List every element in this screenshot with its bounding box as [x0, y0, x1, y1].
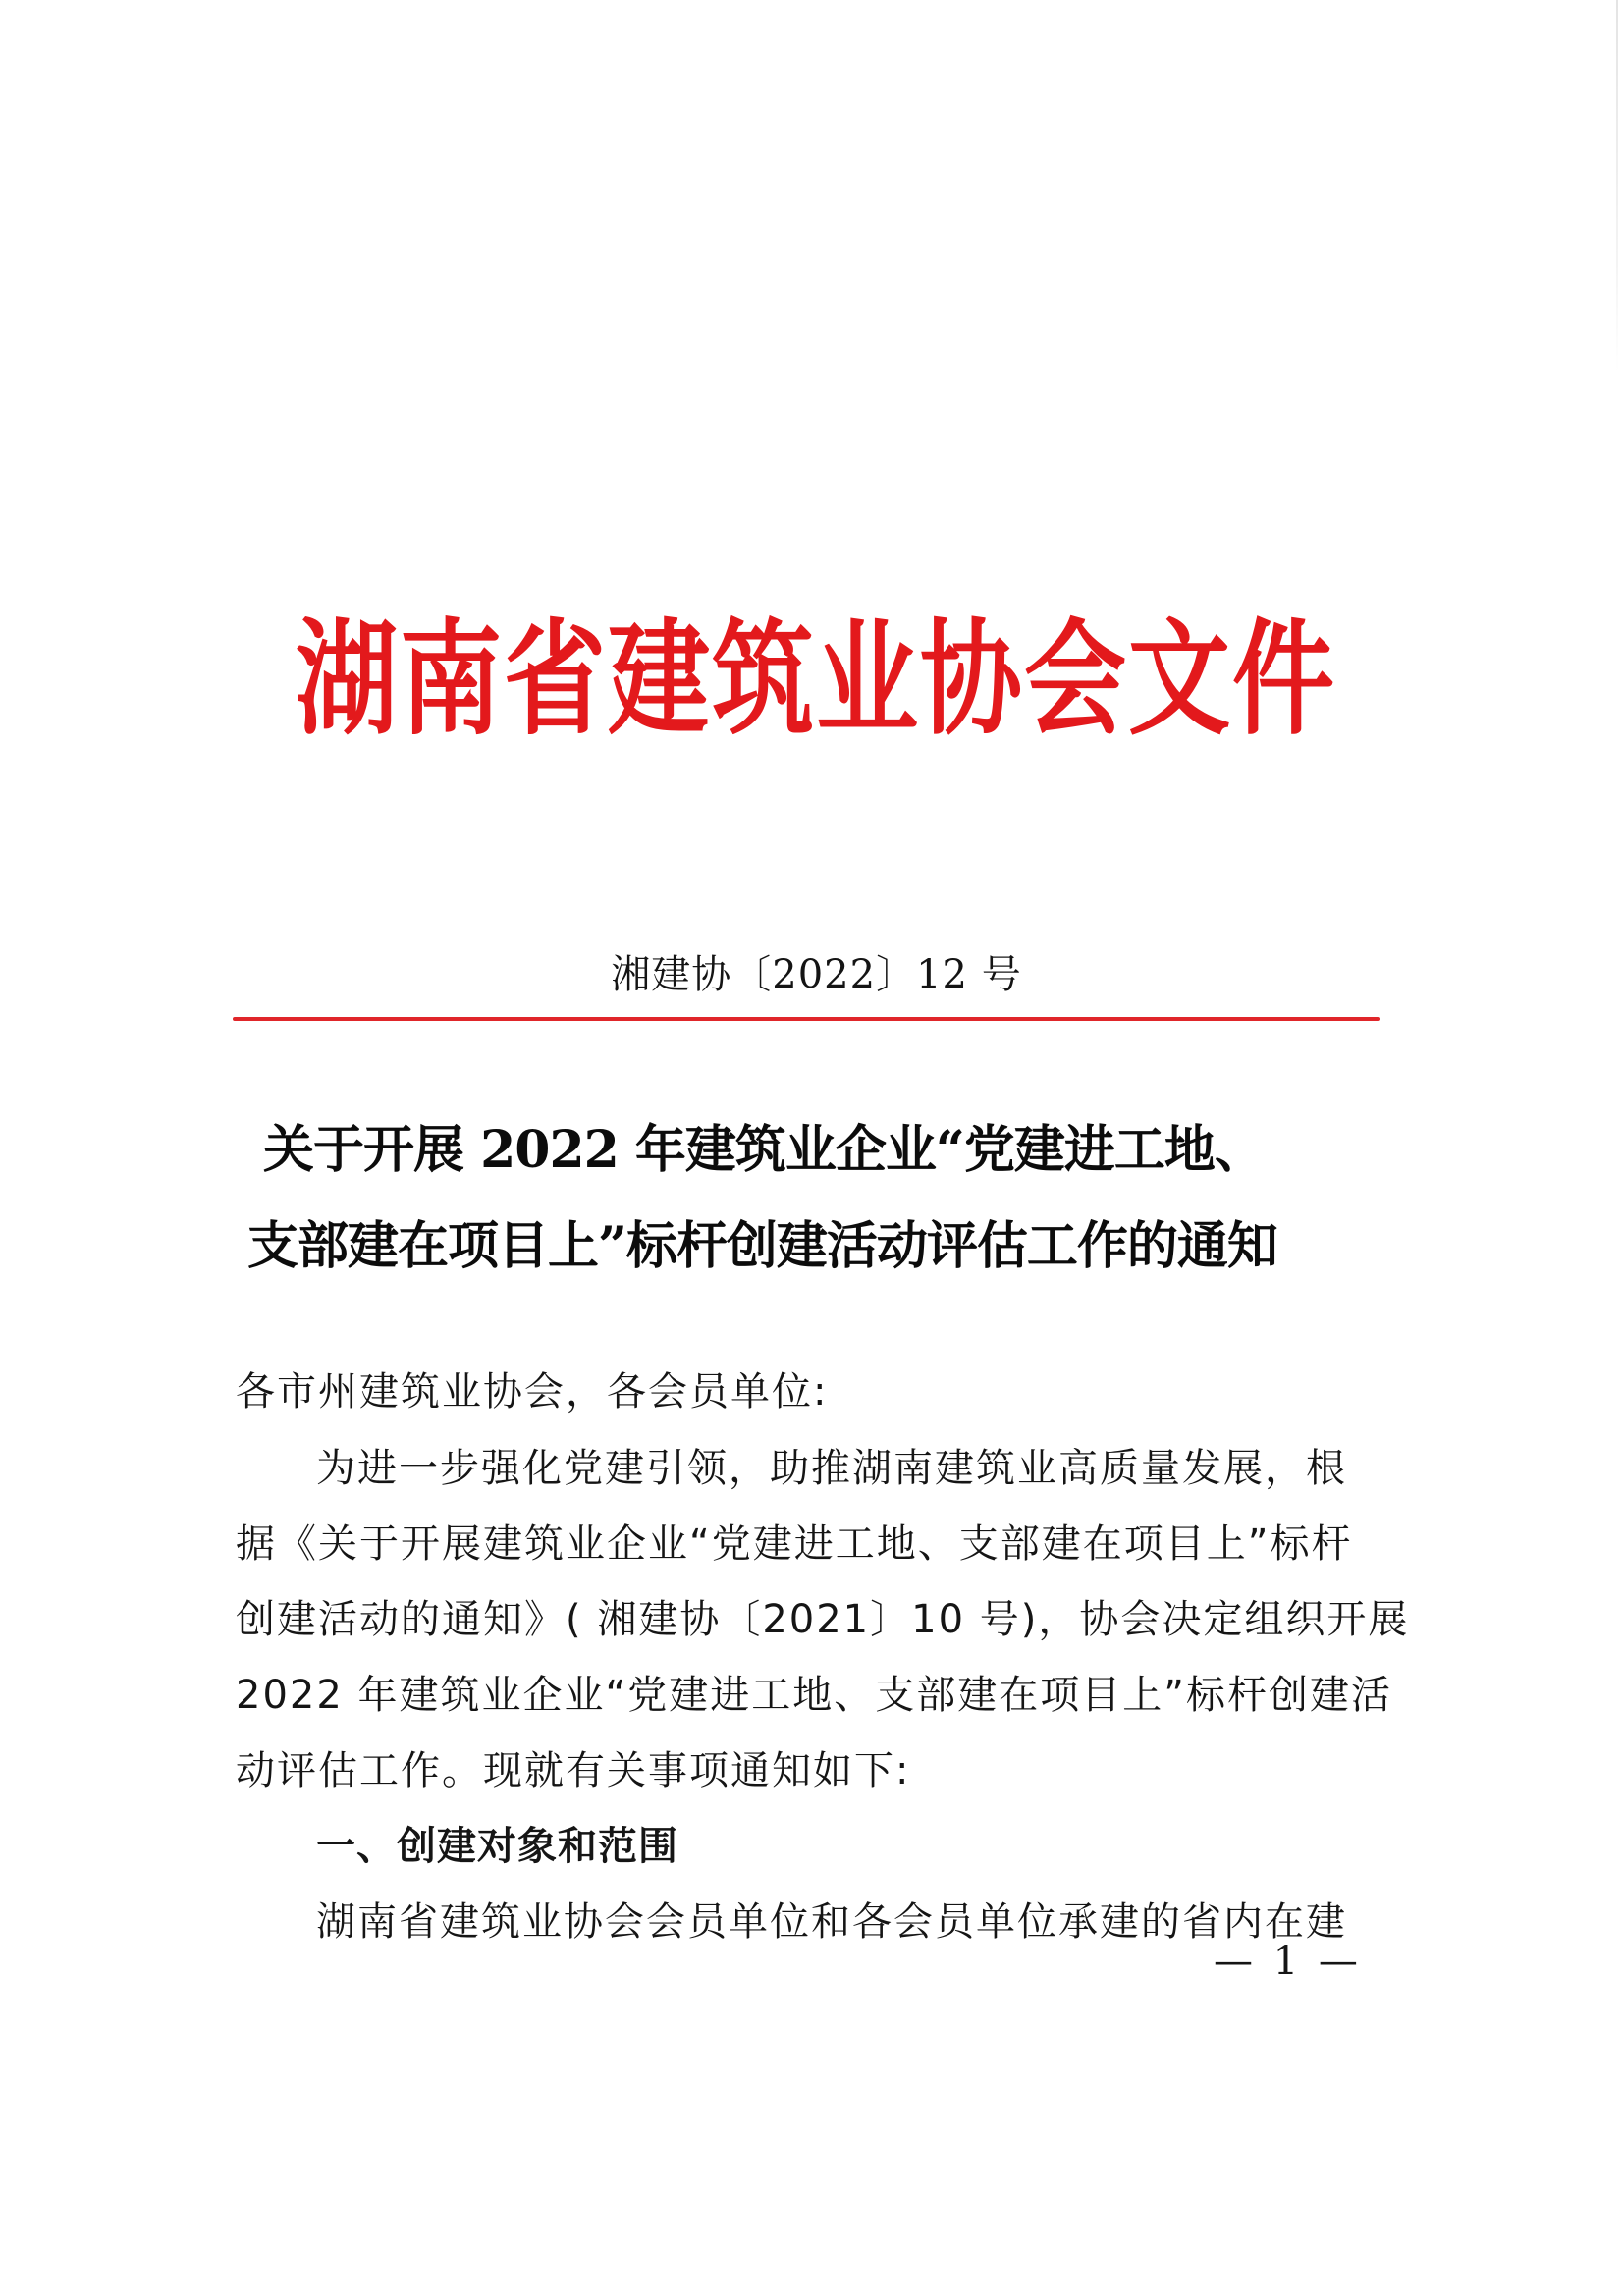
- document-title-line-1: 关于开展 2022 年建筑业企业“党建进工地、: [263, 1120, 1265, 1180]
- scan-edge-mark: [1616, 0, 1618, 373]
- salutation: 各市州建筑业协会，各会员单位:: [236, 1369, 829, 1415]
- body-paragraph-line: 创建活动的通知》( 湘建协〔2021〕10 号)，协会决定组织开展: [236, 1597, 1410, 1642]
- body-paragraph-line: 据《关于开展建筑业企业“党建进工地、支部建在项目上”标杆: [236, 1522, 1353, 1567]
- masthead-char: 业: [815, 606, 918, 753]
- section-body-line: 湖南省建筑业协会会员单位和各会员单位承建的省内在建: [316, 1899, 1347, 1945]
- document-title-line-2: 支部建在项目上”标杆创建活动评估工作的通知: [247, 1216, 1277, 1276]
- page-number: — 1 —: [1214, 1939, 1362, 1984]
- masthead-char: 建: [607, 606, 710, 753]
- body-paragraph-line: 2022 年建筑业企业“党建进工地、支部建在项目上”标杆创建活: [236, 1673, 1392, 1718]
- masthead-char: 筑: [711, 606, 814, 753]
- red-divider-line: [233, 1017, 1380, 1021]
- masthead-char: 会: [1023, 606, 1126, 753]
- masthead-char: 协: [919, 606, 1022, 753]
- masthead-char: 湖: [295, 606, 398, 753]
- masthead-char: 文: [1127, 606, 1230, 753]
- masthead-char: 省: [503, 606, 606, 753]
- masthead-char: 南: [399, 606, 502, 753]
- document-number: 湘建协〔2022〕12 号: [611, 952, 1022, 997]
- masthead-char: 件: [1231, 606, 1334, 753]
- section-heading: 一、创建对象和范围: [316, 1824, 678, 1869]
- body-paragraph-line: 动评估工作。现就有关事项通知如下:: [236, 1748, 911, 1793]
- masthead-title: [295, 583, 1335, 774]
- body-paragraph-line: 为进一步强化党建引领，助推湖南建筑业高质量发展，根: [316, 1446, 1347, 1491]
